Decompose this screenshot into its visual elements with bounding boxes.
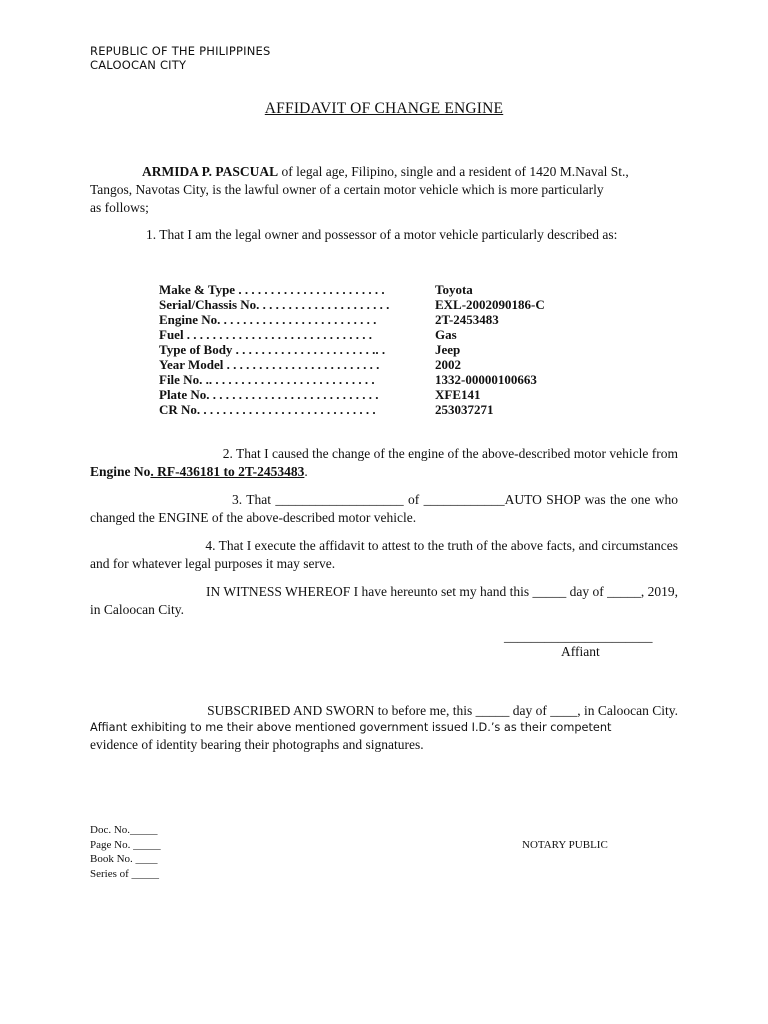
vehicle-spec-value: 1332-00000100663 xyxy=(435,372,537,387)
item-1: 1. That I am the legal owner and possessor of a motor vehicle particularly described as: xyxy=(146,227,618,242)
intro-line-1-rest: of legal age, Filipino, single and a resident of 1420 M.Naval St., xyxy=(278,164,629,179)
vehicle-spec-value: Jeep xyxy=(435,342,461,357)
jurat xyxy=(90,702,678,754)
vehicle-spec-value: Toyota xyxy=(435,282,473,297)
notary-references xyxy=(90,823,161,881)
witness-clause xyxy=(90,583,678,619)
engine-no-label: Engine No xyxy=(90,464,151,479)
vehicle-spec-row xyxy=(159,342,545,357)
doc-no: Doc. No._____ xyxy=(90,824,158,836)
vehicle-spec-label: Serial/Chassis No. . . . . . . . . . . . . . . . . . . . . xyxy=(159,297,390,312)
intro-line-1 xyxy=(90,163,678,181)
intro-line-2: Tangos, Navotas City, is the lawful owner of a certain motor vehicle which is more particularly xyxy=(90,182,604,197)
header-republic: REPUBLIC OF THE PHILIPPINES xyxy=(90,44,271,58)
vehicle-spec-value: EXL-2002090186-C xyxy=(435,297,545,312)
vehicle-spec-value: XFE141 xyxy=(435,387,481,402)
item-2 xyxy=(90,445,678,481)
vehicle-spec-value: Gas xyxy=(435,327,457,342)
intro-line-3: as follows; xyxy=(90,200,149,215)
series-of: Series of _____ xyxy=(90,867,160,880)
item-3-line-1: 3. That ___________________ of ____________AUTO SHOP was the one who xyxy=(232,492,678,507)
intro-paragraph xyxy=(90,163,678,217)
vehicle-spec-label: Make & Type . . . . . . . . . . . . . . . . . . . . . . . xyxy=(159,282,385,297)
vehicle-specs xyxy=(159,282,545,417)
item-2-end: . xyxy=(304,464,308,479)
vehicle-spec-label: Engine No. . . . . . . . . . . . . . . . . . . . . . . . . xyxy=(159,312,377,327)
jurat-line-2: Affiant exhibiting to me their above mentioned government issued I.D.’s as their competent xyxy=(90,721,612,734)
affiant-label: Affiant xyxy=(561,644,600,659)
vehicle-spec-label: Plate No. . . . . . . . . . . . . . . . . . . . . . . . . . . xyxy=(159,387,379,402)
item-4-line-2: and for whatever legal purposes it may serve. xyxy=(90,556,336,571)
vehicle-spec-row xyxy=(159,327,545,342)
vehicle-spec-row xyxy=(159,387,545,402)
vehicle-spec-row xyxy=(159,312,545,327)
vehicle-spec-label: Fuel . . . . . . . . . . . . . . . . . . . . . . . . . . . . . xyxy=(159,327,373,342)
witness-line-1: IN WITNESS WHEREOF I have hereunto set my hand this _____ day of _____, 2019, xyxy=(206,584,678,599)
page-no: Page No. _____ xyxy=(90,838,161,851)
vehicle-spec-label: File No. .. . . . . . . . . . . . . . . . . . . . . . . . . . xyxy=(159,372,375,387)
header-city: CALOOCAN CITY xyxy=(90,58,187,72)
vehicle-spec-label: Type of Body . . . . . . . . . . . . . . . . . . . . . .. . xyxy=(159,342,386,357)
vehicle-spec-row xyxy=(159,372,545,387)
jurat-line-1: SUBSCRIBED AND SWORN to before me, this _____ day of ____, in Caloocan City. xyxy=(207,703,678,718)
book-no: Book No. ____ xyxy=(90,853,158,865)
document-title: AFFIDAVIT OF CHANGE ENGINE xyxy=(264,100,504,117)
item-4-line-1: 4. That I execute the affidavit to attest to the truth of the above facts, and circumstances xyxy=(205,538,678,553)
vehicle-spec-value: 253037271 xyxy=(435,402,494,417)
vehicle-spec-row xyxy=(159,357,545,372)
owner-name: ARMIDA P. PASCUAL xyxy=(142,164,279,179)
item-2-line-1: 2. That I caused the change of the engine of the above-described motor vehicle from xyxy=(222,446,678,461)
jurat-line-3: evidence of identity bearing their photographs and signatures. xyxy=(90,737,424,752)
vehicle-spec-label: CR No. . . . . . . . . . . . . . . . . . . . . . . . . . . . xyxy=(159,402,376,417)
vehicle-spec-row xyxy=(159,282,545,297)
vehicle-spec-row xyxy=(159,297,545,312)
vehicle-spec-label: Year Model . . . . . . . . . . . . . . . . . . . . . . . . xyxy=(159,357,380,372)
notary-public-label: NOTARY PUBLIC xyxy=(522,839,608,851)
vehicle-spec-value: 2002 xyxy=(435,357,461,372)
affiant-signature-line: ______________________ xyxy=(504,629,653,644)
engine-change-values: . RF-436181 to 2T-2453483 xyxy=(150,464,305,479)
vehicle-spec-value: 2T-2453483 xyxy=(435,312,499,327)
vehicle-spec-row xyxy=(159,402,545,417)
witness-line-2: in Caloocan City. xyxy=(90,602,184,617)
item-3 xyxy=(90,491,678,527)
item-3-line-2: changed the ENGINE of the above-described motor vehicle. xyxy=(90,510,417,525)
item-4 xyxy=(90,537,678,573)
item-2-line-2 xyxy=(90,463,678,481)
